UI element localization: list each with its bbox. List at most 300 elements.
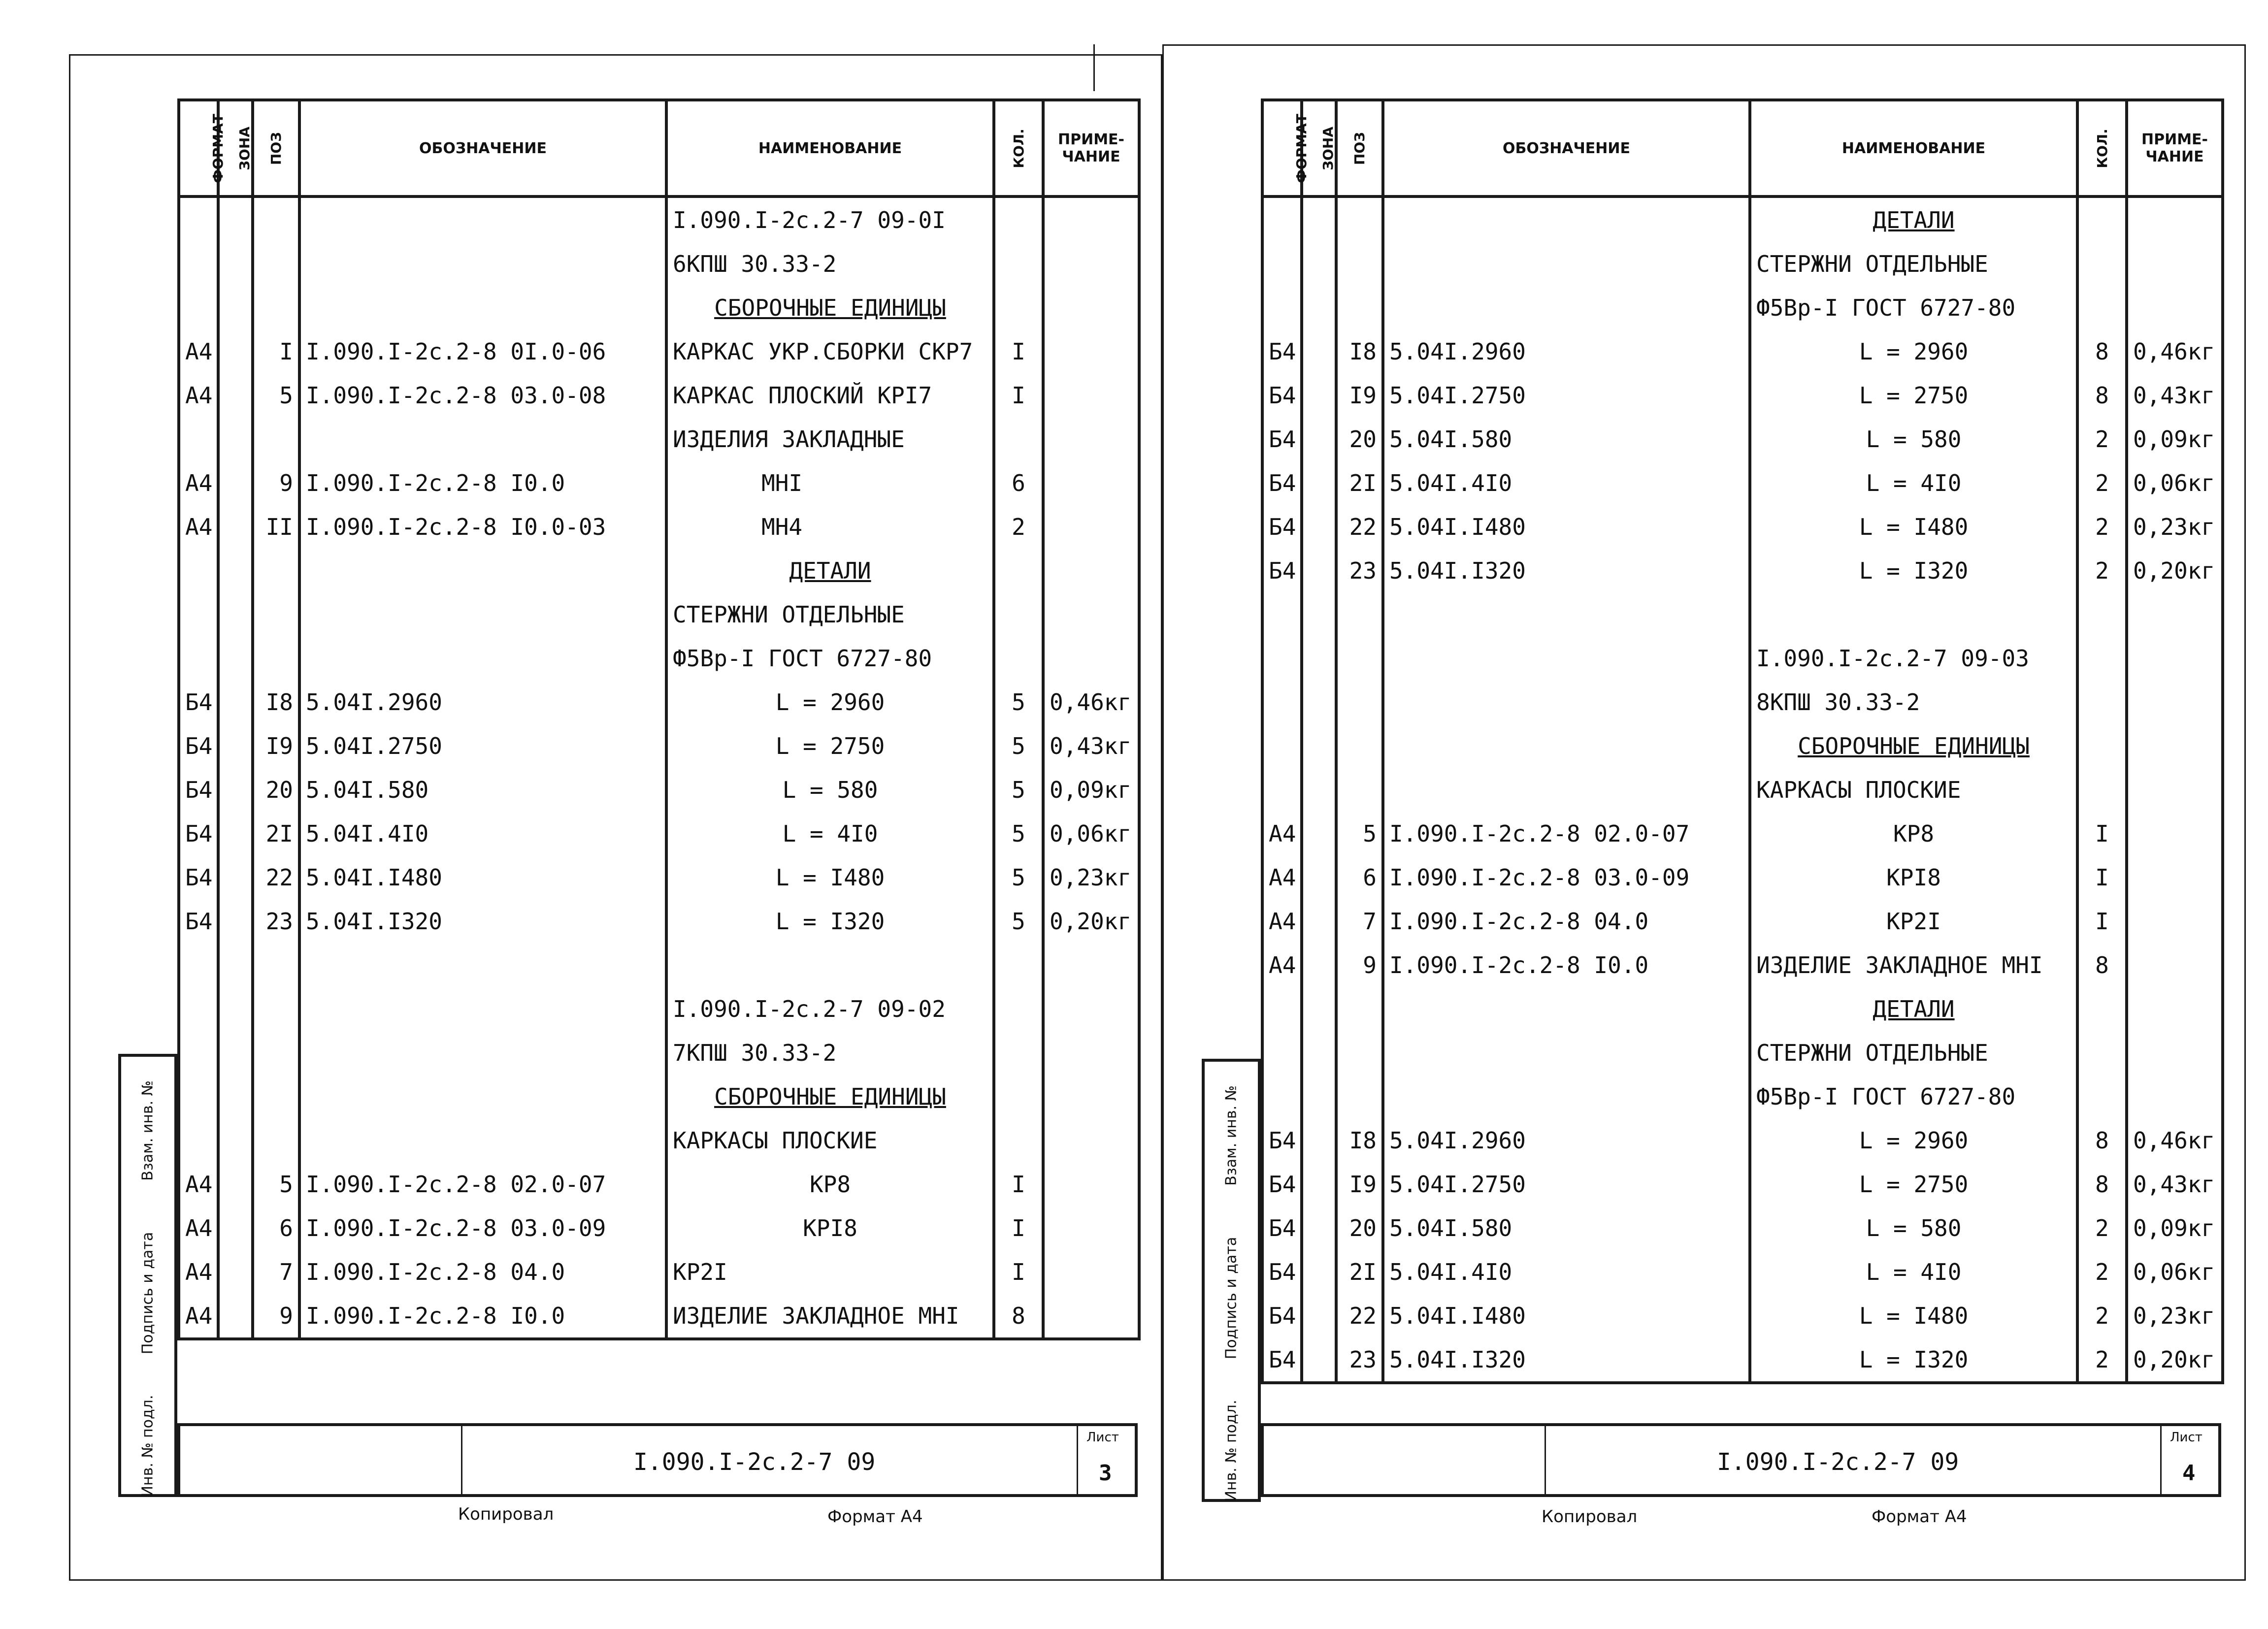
cell-name: СТЕРЖНИ ОТДЕЛЬНЫЕ — [1750, 1031, 2077, 1075]
cell-quantity: 5 — [994, 812, 1043, 855]
sheet-3 — [177, 98, 1138, 1340]
table-row — [179, 1031, 1139, 1075]
cell-note — [1043, 1118, 1139, 1162]
cell-designation — [299, 1075, 666, 1118]
cell-zone — [1302, 1206, 1336, 1250]
cell-format: Б4 — [179, 768, 218, 812]
cell-format: Б4 — [1262, 505, 1302, 549]
side-stamp-sheet-3 — [118, 1054, 177, 1497]
cell-zone — [218, 943, 253, 987]
cell-note — [2127, 987, 2223, 1031]
table-row — [179, 1118, 1139, 1162]
cell-position — [253, 286, 299, 329]
cell-quantity — [2077, 592, 2127, 636]
cell-position: 7 — [253, 1250, 299, 1294]
cell-format: Б4 — [179, 680, 218, 724]
cell-note: 0,20кг — [2127, 549, 2223, 592]
col-header-qty: КОЛ. — [994, 100, 1043, 196]
cell-position: I9 — [1336, 373, 1383, 417]
table-row — [179, 1162, 1139, 1206]
cell-zone — [1302, 286, 1336, 329]
cell-name: L = 580 — [666, 768, 994, 812]
cell-designation: 5.04I.580 — [1383, 417, 1750, 461]
cell-designation: I.090.I-2c.2-8 0I.0-06 — [299, 329, 666, 373]
cell-position — [253, 196, 299, 242]
cell-format — [1262, 196, 1302, 242]
table-row — [1262, 768, 2223, 812]
cell-format — [179, 943, 218, 987]
cell-note — [1043, 592, 1139, 636]
spec-body — [179, 196, 1139, 1339]
cell-zone — [218, 196, 253, 242]
table-row — [1262, 812, 2223, 855]
cell-note — [1043, 286, 1139, 329]
cell-note — [2127, 242, 2223, 286]
table-row — [1262, 987, 2223, 1031]
cell-quantity: I — [994, 1162, 1043, 1206]
cell-format: А4 — [1262, 943, 1302, 987]
cell-name: L = 580 — [1750, 1206, 2077, 1250]
cell-zone — [218, 549, 253, 592]
cell-note: 0,23кг — [2127, 1294, 2223, 1337]
cell-name: 7КПШ 30.33-2 — [666, 1031, 994, 1075]
cell-name: ДЕТАЛИ — [666, 549, 994, 592]
cell-designation: I.090.I-2c.2-8 03.0-09 — [1383, 855, 1750, 899]
cell-designation: 5.04I.2750 — [299, 724, 666, 768]
table-row — [179, 461, 1139, 505]
cell-quantity: I — [994, 1206, 1043, 1250]
cell-format — [179, 417, 218, 461]
cell-format: Б4 — [1262, 549, 1302, 592]
cell-zone — [1302, 987, 1336, 1031]
cell-quantity — [2077, 242, 2127, 286]
cell-position: 5 — [253, 373, 299, 417]
side-label-inv-original: Инв. № подл. — [1222, 1400, 1240, 1502]
cell-quantity: 2 — [2077, 1294, 2127, 1337]
col-header-name: НАИМЕНОВАНИЕ — [666, 100, 994, 196]
cell-format — [179, 987, 218, 1031]
cell-format: Б4 — [1262, 461, 1302, 505]
table-row — [179, 505, 1139, 549]
table-row — [1262, 855, 2223, 899]
cell-designation: I.090.I-2c.2-8 03.0-08 — [299, 373, 666, 417]
cell-designation — [299, 286, 666, 329]
cell-format — [1262, 242, 1302, 286]
cell-note — [2127, 1075, 2223, 1118]
cell-quantity — [994, 1118, 1043, 1162]
cell-note — [2127, 592, 2223, 636]
cell-zone — [1302, 636, 1336, 680]
cell-designation: 5.04I.I320 — [1383, 1337, 1750, 1383]
cell-name: ИЗДЕЛИЕ ЗАКЛАДНОЕ МНI — [666, 1294, 994, 1339]
cell-note — [1043, 461, 1139, 505]
cell-format — [179, 196, 218, 242]
cell-quantity: 5 — [994, 899, 1043, 943]
table-row — [1262, 1162, 2223, 1206]
cell-note: 0,43кг — [2127, 1162, 2223, 1206]
cell-format: А4 — [179, 329, 218, 373]
cell-name: Ф5Вр-I ГОСТ 6727-80 — [1750, 1075, 2077, 1118]
cell-name: L = 4I0 — [1750, 1250, 2077, 1294]
cell-name: L = I480 — [666, 855, 994, 899]
cell-zone — [1302, 1031, 1336, 1075]
cell-note: 0,20кг — [2127, 1337, 2223, 1383]
cell-position: I9 — [1336, 1162, 1383, 1206]
col-header-designation: ОБОЗНАЧЕНИЕ — [1383, 100, 1750, 196]
cell-position — [1336, 592, 1383, 636]
cell-format — [179, 636, 218, 680]
cell-name: КАРКАСЫ ПЛОСКИЕ — [1750, 768, 2077, 812]
cell-note — [1043, 987, 1139, 1031]
cell-note — [1043, 1294, 1139, 1339]
cell-note — [1043, 1250, 1139, 1294]
cell-zone — [1302, 680, 1336, 724]
spec-body — [1262, 196, 2223, 1383]
cell-format — [179, 242, 218, 286]
table-row — [179, 899, 1139, 943]
cell-format — [1262, 987, 1302, 1031]
table-row — [179, 242, 1139, 286]
cell-quantity — [994, 196, 1043, 242]
table-row — [1262, 505, 2223, 549]
cell-position — [253, 1118, 299, 1162]
title-block-sheet-3 — [177, 1423, 1138, 1497]
side-label-inv-original: Инв. № подл. — [139, 1395, 157, 1497]
cell-note: 0,09кг — [2127, 417, 2223, 461]
cell-position: 20 — [1336, 1206, 1383, 1250]
table-row — [179, 943, 1139, 987]
cell-quantity: 2 — [2077, 461, 2127, 505]
cell-format — [1262, 592, 1302, 636]
cell-quantity — [994, 286, 1043, 329]
cell-zone — [218, 768, 253, 812]
col-header-designation: ОБОЗНАЧЕНИЕ — [299, 100, 666, 196]
cell-note — [1043, 1162, 1139, 1206]
cell-zone — [1302, 943, 1336, 987]
cell-zone — [1302, 505, 1336, 549]
cell-designation: 5.04I.I320 — [299, 899, 666, 943]
cell-zone — [1302, 768, 1336, 812]
cell-note — [1043, 242, 1139, 286]
cell-name: КР2I — [1750, 899, 2077, 943]
title-block-divider — [1077, 1426, 1078, 1494]
col-header-pos: ПОЗ — [253, 100, 299, 196]
cell-format: Б4 — [1262, 417, 1302, 461]
cell-note — [2127, 724, 2223, 768]
cell-name: ИЗДЕЛИЯ ЗАКЛАДНЫЕ — [666, 417, 994, 461]
cell-quantity: I — [994, 329, 1043, 373]
cell-name: L = 2750 — [666, 724, 994, 768]
cell-name: СТЕРЖНИ ОТДЕЛЬНЫЕ — [666, 592, 994, 636]
cell-format — [1262, 724, 1302, 768]
cell-designation: I.090.I-2c.2-8 I0.0-03 — [299, 505, 666, 549]
table-row — [1262, 1337, 2223, 1383]
cell-position — [1336, 1031, 1383, 1075]
title-block-divider — [1545, 1426, 1546, 1494]
document-code: I.090.I-2c.2-7 09 — [1717, 1448, 1959, 1476]
cell-name: Ф5Вр-I ГОСТ 6727-80 — [666, 636, 994, 680]
cell-name: L = 2750 — [1750, 373, 2077, 417]
cell-designation: 5.04I.I480 — [299, 855, 666, 899]
cell-note: 0,43кг — [1043, 724, 1139, 768]
table-row — [1262, 242, 2223, 286]
cell-note — [2127, 899, 2223, 943]
cell-position — [1336, 242, 1383, 286]
table-row — [1262, 1206, 2223, 1250]
document-code: I.090.I-2c.2-7 09 — [633, 1448, 876, 1476]
cell-note — [2127, 943, 2223, 987]
cell-position: I8 — [1336, 329, 1383, 373]
cell-position: I8 — [1336, 1118, 1383, 1162]
title-block-sheet-4 — [1261, 1423, 2221, 1497]
cell-format: Б4 — [179, 855, 218, 899]
cell-note — [2127, 680, 2223, 724]
cell-format: Б4 — [1262, 1118, 1302, 1162]
cell-name: L = 4I0 — [666, 812, 994, 855]
cell-position — [253, 549, 299, 592]
cell-name: КР8 — [666, 1162, 994, 1206]
cell-position: II — [253, 505, 299, 549]
cell-format — [179, 286, 218, 329]
cell-position: 5 — [1336, 812, 1383, 855]
cell-name: 6КПШ 30.33-2 — [666, 242, 994, 286]
cell-position: 2I — [1336, 461, 1383, 505]
cell-designation: 5.04I.4I0 — [1383, 1250, 1750, 1294]
table-row — [179, 417, 1139, 461]
side-label-signature-date: Подпись и дата — [1222, 1237, 1240, 1360]
cell-designation — [299, 417, 666, 461]
cell-designation — [299, 636, 666, 680]
cell-format: Б4 — [1262, 1294, 1302, 1337]
table-row — [179, 592, 1139, 636]
cell-designation: 5.04I.2750 — [1383, 373, 1750, 417]
table-row — [179, 987, 1139, 1031]
cell-format — [179, 1075, 218, 1118]
table-row — [179, 329, 1139, 373]
cell-quantity: 5 — [994, 855, 1043, 899]
cell-designation — [1383, 636, 1750, 680]
table-row — [1262, 549, 2223, 592]
cell-name: КАРКАС УКР.СБОРКИ СКР7 — [666, 329, 994, 373]
cell-position: 7 — [1336, 899, 1383, 943]
cell-zone — [218, 899, 253, 943]
table-row — [179, 196, 1139, 242]
table-row — [179, 1206, 1139, 1250]
cell-designation: I.090.I-2c.2-8 04.0 — [299, 1250, 666, 1294]
cell-name: ДЕТАЛИ — [1750, 196, 2077, 242]
cell-designation: 5.04I.2750 — [1383, 1162, 1750, 1206]
cell-position — [253, 592, 299, 636]
cell-name: МН4 — [666, 505, 994, 549]
cell-quantity: 8 — [2077, 329, 2127, 373]
cell-position — [1336, 680, 1383, 724]
cell-position — [1336, 196, 1383, 242]
cell-format: Б4 — [1262, 1162, 1302, 1206]
cell-note: 0,20кг — [1043, 899, 1139, 943]
cell-format: Б4 — [1262, 373, 1302, 417]
cell-note — [1043, 505, 1139, 549]
sheet-number: 4 — [2182, 1461, 2196, 1486]
table-row — [179, 1250, 1139, 1294]
cell-zone — [1302, 1294, 1336, 1337]
cell-format: Б4 — [179, 812, 218, 855]
cell-zone — [1302, 899, 1336, 943]
cell-quantity: I — [2077, 855, 2127, 899]
cell-note — [1043, 549, 1139, 592]
cell-zone — [218, 1206, 253, 1250]
cell-zone — [218, 373, 253, 417]
table-row — [179, 373, 1139, 417]
spec-table-sheet-4 — [1261, 98, 2224, 1384]
cell-quantity: 2 — [2077, 505, 2127, 549]
cell-zone — [1302, 1162, 1336, 1206]
cell-zone — [1302, 855, 1336, 899]
cell-position: 22 — [1336, 505, 1383, 549]
cell-designation: I.090.I-2c.2-8 03.0-09 — [299, 1206, 666, 1250]
cell-note — [1043, 196, 1139, 242]
cell-name: Ф5Вр-I ГОСТ 6727-80 — [1750, 286, 2077, 329]
cell-note: 0,23кг — [2127, 505, 2223, 549]
cell-name: СБОРОЧНЫЕ ЕДИНИЦЫ — [1750, 724, 2077, 768]
cell-format — [179, 592, 218, 636]
cell-zone — [1302, 724, 1336, 768]
cell-quantity: 2 — [2077, 1337, 2127, 1383]
table-row — [179, 1294, 1139, 1339]
cell-designation — [1383, 196, 1750, 242]
cell-note — [2127, 1031, 2223, 1075]
cell-quantity — [2077, 680, 2127, 724]
col-header-qty: КОЛ. — [2077, 100, 2127, 196]
cell-designation: 5.04I.2960 — [1383, 329, 1750, 373]
cell-name: L = 580 — [1750, 417, 2077, 461]
cell-designation — [1383, 724, 1750, 768]
cell-name: L = I320 — [1750, 549, 2077, 592]
cell-quantity — [994, 987, 1043, 1031]
cell-designation: 5.04I.2960 — [1383, 1118, 1750, 1162]
table-row — [1262, 286, 2223, 329]
cell-name: СБОРОЧНЫЕ ЕДИНИЦЫ — [666, 286, 994, 329]
cell-quantity: 2 — [2077, 1250, 2127, 1294]
cell-zone — [218, 636, 253, 680]
side-stamp-sheet-4 — [1202, 1059, 1261, 1502]
cell-format: А4 — [1262, 855, 1302, 899]
cell-designation: 5.04I.580 — [1383, 1206, 1750, 1250]
cell-name: I.090.I-2c.2-7 09-03 — [1750, 636, 2077, 680]
cell-position: 6 — [1336, 855, 1383, 899]
cell-zone — [1302, 461, 1336, 505]
cell-designation — [299, 1118, 666, 1162]
cell-quantity: 8 — [2077, 373, 2127, 417]
table-row — [179, 680, 1139, 724]
table-row — [1262, 1294, 2223, 1337]
cell-note — [2127, 855, 2223, 899]
cell-note — [1043, 373, 1139, 417]
cell-note: 0,23кг — [1043, 855, 1139, 899]
cell-position: 2I — [1336, 1250, 1383, 1294]
table-row — [1262, 196, 2223, 242]
cell-quantity: 2 — [2077, 549, 2127, 592]
table-row — [179, 636, 1139, 680]
cell-note — [2127, 812, 2223, 855]
table-row — [179, 724, 1139, 768]
cell-name: КРI8 — [666, 1206, 994, 1250]
cell-zone — [218, 1162, 253, 1206]
cell-note — [2127, 286, 2223, 329]
table-row — [179, 855, 1139, 899]
cell-zone — [218, 855, 253, 899]
cell-quantity: 8 — [2077, 943, 2127, 987]
cell-position: 22 — [253, 855, 299, 899]
cell-quantity: I — [994, 1250, 1043, 1294]
table-row — [1262, 636, 2223, 680]
cell-quantity — [2077, 724, 2127, 768]
cell-designation — [299, 549, 666, 592]
cell-name: МНI — [666, 461, 994, 505]
cell-name: L = 2960 — [666, 680, 994, 724]
table-row — [179, 549, 1139, 592]
cell-format — [1262, 1031, 1302, 1075]
cell-name: СТЕРЖНИ ОТДЕЛЬНЫЕ — [1750, 242, 2077, 286]
cell-designation: I.090.I-2c.2-8 02.0-07 — [299, 1162, 666, 1206]
cell-zone — [218, 1031, 253, 1075]
cell-name: ИЗДЕЛИЕ ЗАКЛАДНОЕ МНI — [1750, 943, 2077, 987]
paper-format-label: Формат А4 — [1872, 1507, 1967, 1527]
cell-zone — [218, 1294, 253, 1339]
cell-designation: 5.04I.I480 — [1383, 1294, 1750, 1337]
cell-format: А4 — [1262, 899, 1302, 943]
cell-format: Б4 — [1262, 1337, 1302, 1383]
table-row — [1262, 724, 2223, 768]
cell-format: А4 — [179, 1250, 218, 1294]
binding-mark — [1093, 44, 1095, 91]
cell-position: 23 — [1336, 549, 1383, 592]
cell-note: 0,43кг — [2127, 373, 2223, 417]
cell-format — [179, 1118, 218, 1162]
sheet-number: 3 — [1099, 1461, 1112, 1486]
cell-name: КАРКАСЫ ПЛОСКИЕ — [666, 1118, 994, 1162]
cell-format: А4 — [179, 1162, 218, 1206]
table-row — [1262, 329, 2223, 373]
cell-note — [1043, 1031, 1139, 1075]
copied-by-label: Копировал — [458, 1504, 554, 1524]
table-row — [1262, 1031, 2223, 1075]
title-block-divider — [2160, 1426, 2162, 1494]
cell-note — [1043, 636, 1139, 680]
cell-zone — [218, 592, 253, 636]
cell-quantity — [994, 943, 1043, 987]
cell-designation — [299, 987, 666, 1031]
cell-quantity: 5 — [994, 680, 1043, 724]
cell-designation — [299, 592, 666, 636]
col-header-zone: ЗОНА — [218, 100, 253, 196]
cell-zone — [1302, 196, 1336, 242]
cell-zone — [218, 329, 253, 373]
cell-quantity — [994, 242, 1043, 286]
table-row — [179, 768, 1139, 812]
cell-position — [1336, 987, 1383, 1031]
cell-designation — [299, 242, 666, 286]
cell-quantity — [2077, 768, 2127, 812]
cell-note — [1043, 417, 1139, 461]
cell-quantity: 2 — [2077, 1206, 2127, 1250]
cell-designation: 5.04I.2960 — [299, 680, 666, 724]
cell-note — [1043, 1206, 1139, 1250]
table-row — [1262, 680, 2223, 724]
cell-quantity: 8 — [2077, 1162, 2127, 1206]
cell-position: 9 — [253, 461, 299, 505]
cell-zone — [1302, 1075, 1336, 1118]
table-header — [1262, 100, 2223, 196]
